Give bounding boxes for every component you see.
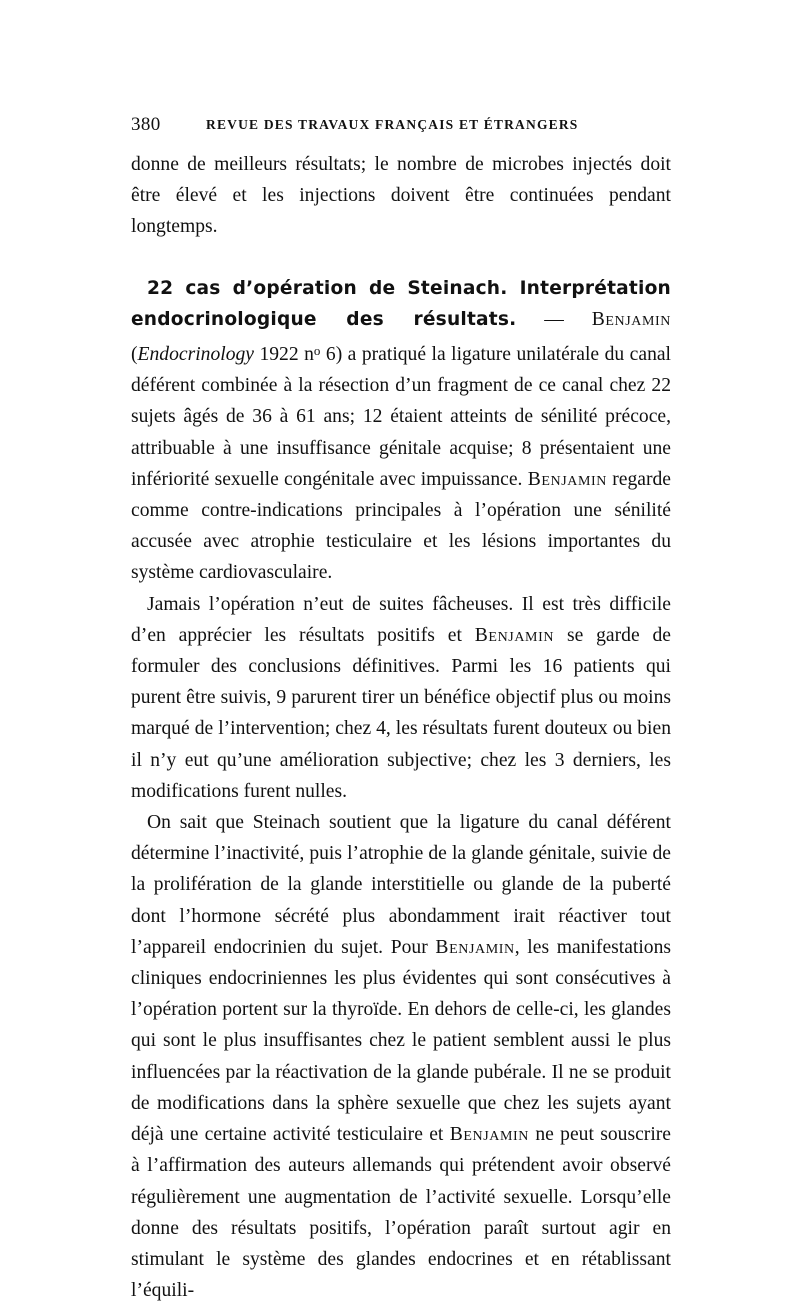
page-number: 380 [131,114,161,135]
body-text [131,149,671,1306]
paragraph-text: Jamais l’opération n’eut de suites fâcheuses. Il est très difficile d’en apprécier les résultats positifs et [131,593,671,646]
paragraph-text: se garde de formuler des conclusions définitives. Parmi les 16 patients qui purent être suivis, 9 parurent tirer un bénéfice objectif plus ou moins marqué de l’intervention; chez 4, les résultats furent douteux ou bien il n’y eut qu’une amélioration subjective; chez les 3 derniers, les modifications furent nulles. [131,624,671,802]
author-name: Benjamin [527,468,608,490]
section-title: 22 cas d’opération de Steinach. Interprétation endocrinologique des résultats. [131,277,671,330]
citation-superscript: o [313,343,321,359]
section-paragraph: 22 cas d’opération de Steinach. Interprétation endocrinologique des résultats. — Benjamin (Endocrinology 1922 $n^o$ 6) a pratiqué la ligature unilatérale du canal déférent combinée à la résection d’un fragment de ce canal chez 22 sujets âgés de 36 à 61 ans; 12 étaient atteints de sénilité précoce, attribuable à une insuffisance génitale acquise; 8 présentaient une infériorité sexuelle congénitale avec impuissance. Benjamin regarde comme contre-indications principales à l’opération une sénilité accusée avec atrophie testiculaire et les lésions importantes du système cardiovasculaire. [131,277,671,584]
paragraph-continuation: donne de meilleurs résultats; le nombre de microbes injectés doit être élevé et les injections doivent être continuées pendant longtemps. [131,154,671,238]
section-text-2: regarde comme contre-indications principales à l’opération une sénilité accusée avec atrophie testiculaire et les lésions importantes du système cardiovasculaire. [131,468,671,584]
running-title: REVUE DES TRAVAUX FRANÇAIS ET ÉTRANGERS [206,117,579,132]
paragraph-text: On sait que Steinach soutient que la ligature du canal déférent détermine l’inactivité, puis l’atrophie de la glande génitale, suivie de la prolifération de la glande interstitielle ou glande de la puberté dont l’hormone sécrété plus abondamment irait réactiver tout l’appareil endocrinien du sujet. Pour [131,812,671,958]
author-name: Benjamin [591,308,671,330]
paragraph-interpretation [131,807,671,1306]
paragraph-text: ne peut souscrire à l’affirmation des auteurs allemands qui prétendent avoir observé régulièrement une augmentation de l’activité sexuelle. Lorsqu’elle donne des résultats positifs, l’opération paraît surtout agir en stimulant le système des glandes endocrines et en rétablissant l’équili- [131,1124,671,1302]
author-name: Benjamin [449,1124,530,1146]
journal-name: Endocrinology [137,344,254,366]
paragraph-results [131,589,671,807]
dash: — [516,308,592,330]
author-name: Benjamin [474,624,555,646]
citation: 1922 n [253,344,314,366]
paragraph-text: , les manifestations cliniques endocriniennes les plus évidentes qui sont consécutives à l’opération portent sur la thyroïde. En dehors de celle-ci, les glandes qui sont le plus insuffisantes chez le patient semblent aussi le plus influencées par la réactivation de la glande pubérale. Il ne se produit de modifications dans la sphère sexuelle que chez les sujets ayant déjà une certaine activité testiculaire et [131,936,672,1146]
section-text-1: 6) a pratiqué la ligature unilatérale du canal déférent combinée à la résection d’un fragment de ce canal chez 22 sujets âgés de 36 à 61 ans; 12 étaient atteints de sénilité précoce, attribuable à une insuffisance génitale acquise; 8 présentaient une infériorité sexuelle congénitale avec impuissance. [131,344,671,490]
author-name: Benjamin [435,936,515,958]
